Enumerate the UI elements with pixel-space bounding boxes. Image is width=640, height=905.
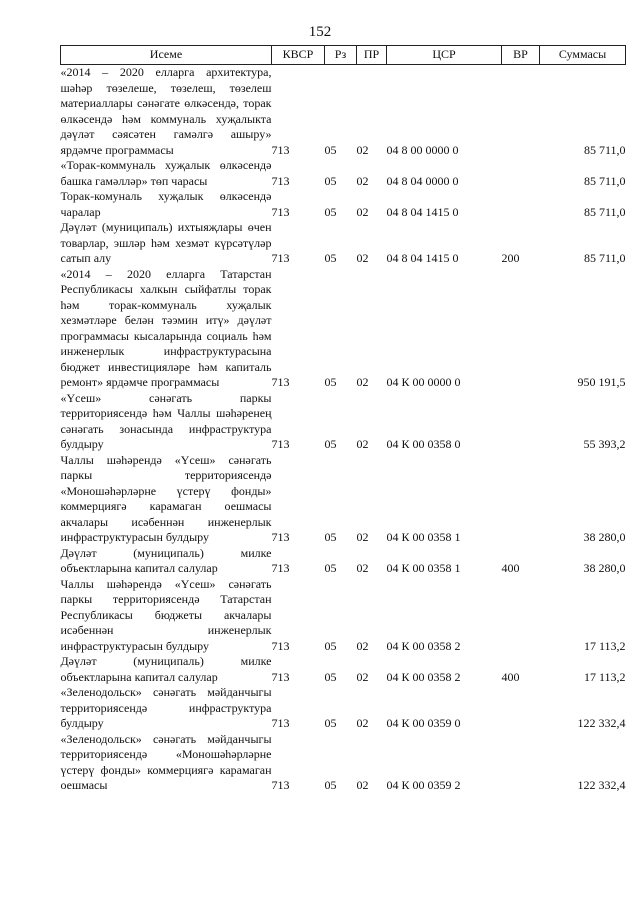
row-name: «Зеленодольск» сәнәгать мәйданчыгы территориясендә «Моношәһәрләрне үстерү фонды» коммерциягә карамаган оешмасы bbox=[60, 731, 272, 792]
row-kvsr: 713 bbox=[271, 375, 290, 389]
table-row bbox=[61, 453, 626, 546]
row-csr: 04 8 00 0000 0 bbox=[386, 142, 459, 157]
row-vr bbox=[502, 158, 540, 189]
row-rz: 05 bbox=[324, 204, 337, 219]
row-csr: 04 К 00 0358 2 bbox=[386, 638, 461, 653]
table-row bbox=[61, 220, 626, 267]
row-sum: 17 113,2 bbox=[583, 638, 626, 653]
row-name: Дәүләт (муниципаль) милке объектларына капитал салулар bbox=[60, 545, 272, 575]
row-sum: 122 332,4 bbox=[577, 716, 626, 730]
row-pr: 02 bbox=[356, 251, 369, 265]
row-rz: 05 bbox=[324, 530, 337, 544]
row-csr: 04 К 00 0359 0 bbox=[386, 716, 461, 730]
row-sum: 85 711,0 bbox=[583, 251, 626, 265]
row-name: «Зеленодольск» сәнәгать мәйданчыгы территориясендә инфраструктура булдыру bbox=[60, 685, 272, 730]
header-pr: ПР bbox=[357, 46, 387, 65]
table-row bbox=[61, 654, 626, 685]
row-vr bbox=[502, 65, 540, 159]
page-number: 152 bbox=[308, 24, 332, 40]
row-kvsr: 713 bbox=[271, 142, 290, 157]
row-sum: 122 332,4 bbox=[577, 778, 626, 792]
row-csr: 04 К 00 0358 1 bbox=[386, 561, 461, 575]
row-pr: 02 bbox=[356, 561, 369, 575]
row-rz: 05 bbox=[324, 778, 337, 792]
header-vr: ВР bbox=[502, 46, 540, 65]
row-csr: 04 К 00 0358 2 bbox=[386, 669, 461, 684]
row-kvsr: 713 bbox=[271, 716, 290, 730]
row-name: Чаллы шәһәрендә «Үсеш» сәнәгать паркы территориясендә «Моношәһәрләрне үстерү фонды» коммерциягә карамаган оешмасы акчалары исәбеннән инженерлык инфраструктурасын булдыру bbox=[60, 452, 272, 544]
row-name: Дәүләт (муниципаль) милке объектларына капитал салулар bbox=[60, 654, 272, 684]
table-row bbox=[61, 65, 626, 159]
row-rz: 05 bbox=[324, 716, 337, 730]
table-row bbox=[61, 546, 626, 577]
row-pr: 02 bbox=[356, 530, 369, 544]
row-pr: 02 bbox=[356, 716, 369, 730]
row-rz: 05 bbox=[324, 251, 337, 265]
table-row bbox=[61, 577, 626, 655]
row-name: «2014 – 2020 елларга архитектура, шәһәр төзелеше, төзелеш, төзелеш материаллары сәнәгате өлкәсендә, торак өлкәсендә һәм коммуналь хуҗалыкта дәүләт сәясәтен гамәлгә ашыру» ярдәмче программасы bbox=[60, 65, 272, 157]
budget-table bbox=[60, 45, 626, 794]
row-pr: 02 bbox=[356, 638, 369, 653]
row-csr: 04 К 00 0358 1 bbox=[386, 530, 461, 544]
row-vr bbox=[502, 391, 540, 453]
table-row bbox=[61, 158, 626, 189]
header-name: Исеме bbox=[61, 46, 272, 65]
row-kvsr: 713 bbox=[271, 437, 290, 451]
row-rz: 05 bbox=[324, 561, 337, 575]
table-row bbox=[61, 189, 626, 220]
header-sum: Суммасы bbox=[540, 46, 626, 65]
row-kvsr: 713 bbox=[271, 251, 290, 265]
table-row bbox=[61, 391, 626, 453]
row-name: Дәүләт (муниципаль) ихтыяҗлары өчен товарлар, эшләр һәм хезмәт күрсәтүләр сатып алу bbox=[60, 220, 272, 265]
header-csr: ЦСР bbox=[387, 46, 502, 65]
table-row bbox=[61, 732, 626, 794]
row-vr bbox=[502, 267, 540, 391]
row-csr: 04 К 00 0359 2 bbox=[386, 778, 461, 792]
row-pr: 02 bbox=[356, 669, 369, 684]
row-csr: 04 8 04 1415 0 bbox=[386, 251, 459, 265]
row-sum: 38 280,0 bbox=[583, 530, 626, 544]
row-pr: 02 bbox=[356, 437, 369, 451]
row-name: «2014 – 2020 елларга Татарстан Республикасы халкын сыйфатлы торак һәм торак-коммуналь хуҗалык хезмәтләре белән тәэмин итү» дәүләт программасы кысаларында социаль һәм инженерлык инфраструктурасына бюджет инвестицияләре һәм капиталь ремонт» ярдәмче программасы bbox=[60, 266, 272, 389]
row-vr bbox=[502, 577, 540, 655]
row-vr bbox=[502, 453, 540, 546]
header-kvsr: КВСР bbox=[272, 46, 325, 65]
table-header-row bbox=[61, 46, 626, 65]
row-sum: 85 711,0 bbox=[583, 204, 626, 219]
row-name: «Торак-коммуналь хуҗалык өлкәсендә башка гамәлләр» төп чарасы bbox=[60, 158, 272, 188]
row-vr bbox=[502, 189, 540, 220]
row-pr: 02 bbox=[356, 204, 369, 219]
row-csr: 04 К 00 0358 0 bbox=[386, 437, 461, 451]
row-vr bbox=[502, 732, 540, 794]
row-kvsr: 713 bbox=[271, 778, 290, 792]
row-rz: 05 bbox=[324, 437, 337, 451]
table-row bbox=[61, 267, 626, 391]
row-vr: 400 bbox=[501, 561, 520, 575]
row-rz: 05 bbox=[324, 173, 337, 188]
row-rz: 05 bbox=[324, 375, 337, 389]
row-name: Чаллы шәһәрендә «Үсеш» сәнәгать паркы территориясендә Татарстан Республикасы бюджеты акчалары исәбеннән инженерлык инфраструктурасын булдыру bbox=[60, 576, 272, 653]
row-sum: 17 113,2 bbox=[583, 669, 626, 684]
row-rz: 05 bbox=[324, 669, 337, 684]
row-csr: 04 8 04 1415 0 bbox=[386, 204, 459, 219]
row-rz: 05 bbox=[324, 142, 337, 157]
row-name: Торак-комуналь хуҗалык өлкәсендә чаралар bbox=[60, 189, 272, 219]
row-pr: 02 bbox=[356, 778, 369, 792]
row-pr: 02 bbox=[356, 375, 369, 389]
row-csr: 04 К 00 0000 0 bbox=[386, 375, 461, 389]
row-kvsr: 713 bbox=[271, 669, 290, 684]
row-kvsr: 713 bbox=[271, 561, 290, 575]
row-csr: 04 8 04 0000 0 bbox=[386, 173, 459, 188]
row-vr bbox=[502, 685, 540, 732]
row-name: «Үсеш» сәнәгать паркы территориясендә һәм Чаллы шәһәренең сәнәгать зонасында инфраструктура булдыру bbox=[60, 390, 272, 451]
row-sum: 55 393,2 bbox=[583, 437, 626, 451]
row-sum: 85 711,0 bbox=[583, 173, 626, 188]
table-row bbox=[61, 685, 626, 732]
row-pr: 02 bbox=[356, 173, 369, 188]
row-kvsr: 713 bbox=[271, 530, 290, 544]
row-vr: 200 bbox=[501, 251, 520, 265]
row-pr: 02 bbox=[356, 142, 369, 157]
row-rz: 05 bbox=[324, 638, 337, 653]
row-kvsr: 713 bbox=[271, 638, 290, 653]
header-rz: Рз bbox=[325, 46, 357, 65]
row-sum: 85 711,0 bbox=[583, 142, 626, 157]
row-sum: 38 280,0 bbox=[583, 561, 626, 575]
row-kvsr: 713 bbox=[271, 204, 290, 219]
row-kvsr: 713 bbox=[271, 173, 290, 188]
row-vr: 400 bbox=[501, 669, 520, 684]
row-sum: 950 191,5 bbox=[577, 375, 626, 389]
